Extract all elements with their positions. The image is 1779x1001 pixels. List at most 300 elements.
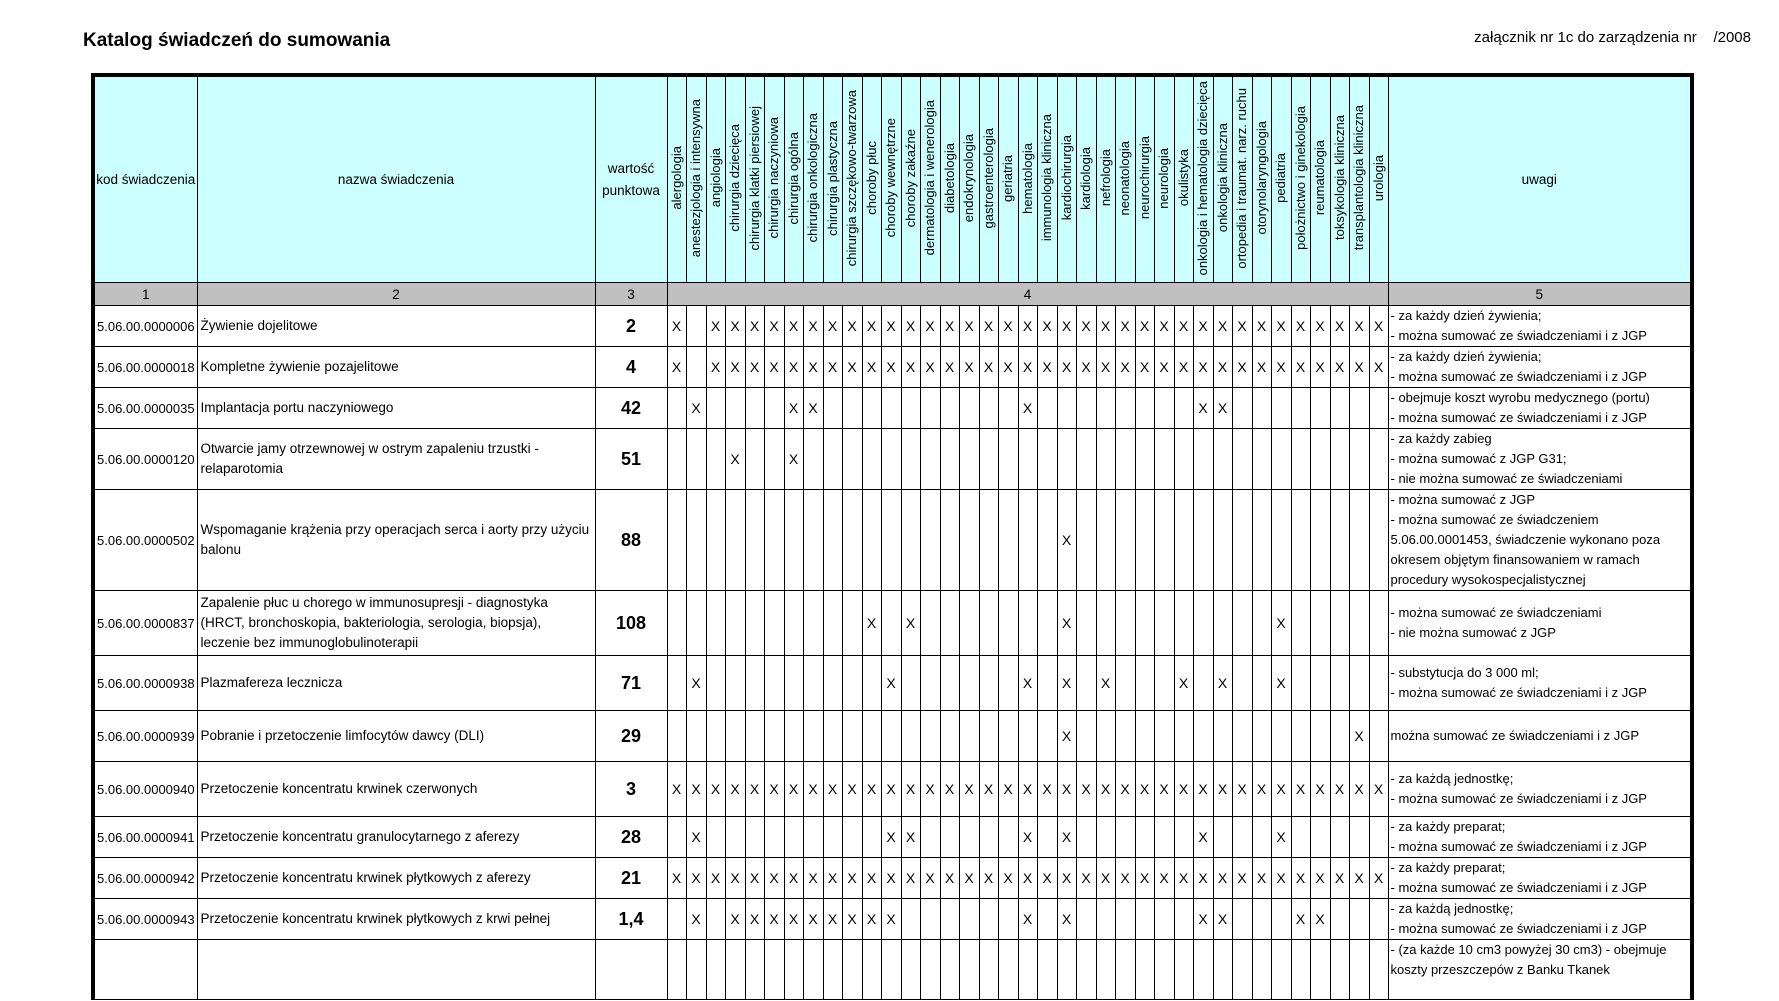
specialty-mark <box>979 591 998 656</box>
specialty-mark <box>940 591 959 656</box>
specialty-mark: X <box>764 858 784 899</box>
table-row <box>93 347 1692 388</box>
specialty-mark: X <box>998 347 1018 388</box>
specialty-mark: X <box>1349 762 1369 817</box>
column-number-row <box>93 283 1692 306</box>
specialty-label: chirurgia ogólna <box>785 131 801 225</box>
specialty-mark <box>1310 940 1330 1000</box>
specialty-mark <box>1271 490 1291 591</box>
specialty-mark: X <box>1310 347 1330 388</box>
specialty-mark <box>1369 429 1388 490</box>
specialty-mark: X <box>1271 858 1291 899</box>
specialty-mark: X <box>784 858 803 899</box>
specialty-mark <box>706 711 725 762</box>
header-specialty <box>784 75 803 283</box>
column-number: 3 <box>595 283 667 306</box>
specialty-mark <box>901 490 920 591</box>
specialty-label: alergologia <box>668 146 684 210</box>
specialty-mark: X <box>803 899 823 940</box>
header-specialty <box>1232 75 1252 283</box>
specialty-mark <box>686 940 706 1000</box>
specialty-mark <box>764 429 784 490</box>
specialty-label: kardiologia <box>1078 146 1093 210</box>
specialty-mark <box>1135 711 1154 762</box>
header-specialty <box>725 75 745 283</box>
service-code: 5.06.00.0000943 <box>93 899 197 940</box>
specialty-mark <box>842 940 862 1000</box>
specialty-mark <box>803 490 823 591</box>
specialty-mark <box>1154 711 1174 762</box>
specialty-mark <box>862 490 881 591</box>
specialty-label: chirurgia naczyniowa <box>766 117 781 239</box>
specialty-mark <box>1037 591 1057 656</box>
specialty-mark: X <box>940 347 959 388</box>
specialty-mark <box>940 429 959 490</box>
specialty-mark <box>920 490 940 591</box>
header-specialty <box>1018 75 1037 283</box>
specialty-mark <box>1213 429 1232 490</box>
specialty-mark: X <box>1096 858 1115 899</box>
specialty-mark: X <box>1349 347 1369 388</box>
remarks-cell <box>1388 899 1692 940</box>
specialty-mark <box>1291 711 1310 762</box>
specialty-mark <box>1076 490 1096 591</box>
services-catalog-table <box>91 73 1694 1000</box>
remark-line: koszty przeszczepów z Banku Tkanek <box>1390 962 1610 977</box>
remarks-cell <box>1388 490 1692 591</box>
specialty-mark <box>1096 940 1115 1000</box>
remark-line: - za każdą jednostkę; <box>1390 771 1514 786</box>
specialty-mark <box>745 429 764 490</box>
remarks-cell <box>1388 858 1692 899</box>
specialty-mark <box>1193 940 1213 1000</box>
service-code <box>93 940 197 1000</box>
specialty-mark <box>1291 490 1310 591</box>
specialty-mark: X <box>1252 858 1271 899</box>
specialty-mark <box>940 817 959 858</box>
specialty-label: chirurgia dziecięca <box>727 124 742 232</box>
point-value: 29 <box>595 711 667 762</box>
specialty-mark <box>764 711 784 762</box>
specialty-mark <box>803 429 823 490</box>
specialty-mark: X <box>1057 656 1076 711</box>
specialty-mark: X <box>1018 817 1037 858</box>
point-value: 108 <box>595 591 667 656</box>
specialty-mark: X <box>1057 490 1076 591</box>
specialty-mark: X <box>901 817 920 858</box>
specialty-mark <box>823 817 842 858</box>
specialty-mark <box>706 591 725 656</box>
remarks-cell <box>1388 388 1692 429</box>
specialty-mark <box>881 490 901 591</box>
specialty-mark <box>1115 490 1135 591</box>
specialty-mark: X <box>667 858 686 899</box>
specialty-mark <box>979 429 998 490</box>
remark-line: - można sumować ze świadczeniami i z JGP <box>1390 328 1647 343</box>
specialty-mark <box>920 656 940 711</box>
specialty-mark <box>706 388 725 429</box>
specialty-mark: X <box>842 858 862 899</box>
specialty-mark: X <box>1018 388 1037 429</box>
header-specialty <box>1213 75 1232 283</box>
specialty-mark: X <box>764 899 784 940</box>
specialty-mark: X <box>784 762 803 817</box>
specialty-mark <box>1018 940 1037 1000</box>
specialty-mark: X <box>1057 591 1076 656</box>
service-name <box>197 940 595 1000</box>
specialty-mark: X <box>1330 306 1349 347</box>
specialty-mark <box>1076 711 1096 762</box>
specialty-mark <box>1369 817 1388 858</box>
service-name: Przetoczenie koncentratu krwinek płytkowych z krwi pełnej <box>197 899 595 940</box>
service-name: Wspomaganie krążenia przy operacjach serca i aorty przy użyciu balonu <box>197 490 595 591</box>
specialty-mark: X <box>842 762 862 817</box>
header-specialty <box>959 75 979 283</box>
specialty-mark <box>959 899 979 940</box>
header-specialty <box>920 75 940 283</box>
specialty-mark: X <box>920 347 940 388</box>
specialty-mark <box>1291 429 1310 490</box>
specialty-mark <box>1291 940 1310 1000</box>
specialty-mark: X <box>1154 347 1174 388</box>
specialty-mark <box>1154 591 1174 656</box>
service-code: 5.06.00.0000502 <box>93 490 197 591</box>
specialty-mark: X <box>686 817 706 858</box>
specialty-mark <box>1076 429 1096 490</box>
specialty-mark: X <box>725 762 745 817</box>
specialty-mark <box>823 656 842 711</box>
specialty-label: gastroenterologia <box>980 127 996 229</box>
specialty-mark <box>1330 490 1349 591</box>
specialty-mark: X <box>1271 347 1291 388</box>
specialty-mark <box>901 711 920 762</box>
specialty-mark <box>1037 899 1057 940</box>
specialty-mark <box>979 940 998 1000</box>
specialty-mark: X <box>1310 306 1330 347</box>
specialty-mark <box>1154 388 1174 429</box>
specialty-mark <box>1193 656 1213 711</box>
specialty-mark <box>745 490 764 591</box>
specialty-mark <box>764 490 784 591</box>
specialty-mark: X <box>764 762 784 817</box>
remark-line: - nie można sumować z JGP <box>1390 625 1556 640</box>
header-specialty <box>998 75 1018 283</box>
specialty-mark <box>842 591 862 656</box>
specialty-mark <box>1115 591 1135 656</box>
specialty-mark <box>1232 899 1252 940</box>
service-code: 5.06.00.0000837 <box>93 591 197 656</box>
specialty-mark <box>764 656 784 711</box>
specialty-mark <box>1252 940 1271 1000</box>
specialty-mark <box>1154 817 1174 858</box>
specialty-mark: X <box>686 762 706 817</box>
specialty-mark: X <box>901 858 920 899</box>
specialty-mark <box>1057 429 1076 490</box>
specialty-mark <box>1252 656 1271 711</box>
specialty-mark <box>842 817 862 858</box>
specialty-mark: X <box>1115 858 1135 899</box>
table-row <box>93 591 1692 656</box>
specialty-mark: X <box>1037 858 1057 899</box>
specialty-mark: X <box>1115 306 1135 347</box>
table-row <box>93 899 1692 940</box>
header-code: kod świadczenia <box>93 75 197 283</box>
specialty-mark <box>1135 490 1154 591</box>
specialty-mark <box>745 940 764 1000</box>
specialty-mark <box>1154 490 1174 591</box>
specialty-mark: X <box>998 858 1018 899</box>
specialty-mark: X <box>881 762 901 817</box>
specialty-mark <box>842 388 862 429</box>
remarks-cell <box>1388 940 1692 1000</box>
specialty-mark <box>842 490 862 591</box>
specialty-mark: X <box>901 306 920 347</box>
service-code: 5.06.00.0000940 <box>93 762 197 817</box>
specialty-mark <box>1135 591 1154 656</box>
specialty-mark <box>920 591 940 656</box>
specialty-mark <box>1232 817 1252 858</box>
specialty-mark: X <box>803 347 823 388</box>
specialty-mark: X <box>1291 899 1310 940</box>
specialty-mark: X <box>1174 858 1193 899</box>
specialty-mark: X <box>1213 388 1232 429</box>
specialty-mark <box>1076 388 1096 429</box>
header-specialty <box>1271 75 1291 283</box>
specialty-mark <box>686 711 706 762</box>
specialty-mark <box>706 656 725 711</box>
specialty-mark <box>823 711 842 762</box>
header-specialty <box>881 75 901 283</box>
remark-line: - obejmuje koszt wyrobu medycznego (portu) <box>1390 390 1650 405</box>
remark-line: - za każdą jednostkę; <box>1390 901 1514 916</box>
specialty-mark <box>1232 656 1252 711</box>
specialty-mark: X <box>706 858 725 899</box>
specialty-mark: X <box>1232 858 1252 899</box>
specialty-mark: X <box>1213 306 1232 347</box>
specialty-mark: X <box>1154 858 1174 899</box>
specialty-mark <box>1174 940 1193 1000</box>
specialty-mark <box>901 429 920 490</box>
specialty-mark: X <box>940 306 959 347</box>
specialty-mark <box>725 490 745 591</box>
point-value: 28 <box>595 817 667 858</box>
specialty-mark <box>725 817 745 858</box>
point-value: 88 <box>595 490 667 591</box>
header-specialty <box>1076 75 1096 283</box>
header-row <box>93 75 1692 283</box>
specialty-mark: X <box>1213 656 1232 711</box>
specialty-mark <box>725 656 745 711</box>
specialty-mark <box>1349 388 1369 429</box>
service-name: Kompletne żywienie pozajelitowe <box>197 347 595 388</box>
specialty-mark: X <box>823 762 842 817</box>
specialty-mark <box>1018 711 1037 762</box>
specialty-mark: X <box>686 899 706 940</box>
specialty-mark: X <box>1271 817 1291 858</box>
specialty-mark: X <box>686 656 706 711</box>
specialty-mark <box>959 940 979 1000</box>
specialty-mark: X <box>803 858 823 899</box>
header-specialty <box>901 75 920 283</box>
specialty-mark <box>1310 429 1330 490</box>
specialty-mark: X <box>1018 347 1037 388</box>
specialty-mark <box>1330 429 1349 490</box>
specialty-label: diabetologia <box>941 142 957 214</box>
specialty-mark: X <box>1271 306 1291 347</box>
specialty-mark <box>686 429 706 490</box>
specialty-mark: X <box>745 306 764 347</box>
specialty-mark <box>920 940 940 1000</box>
specialty-mark <box>1096 899 1115 940</box>
specialty-mark: X <box>862 591 881 656</box>
specialty-mark: X <box>1193 899 1213 940</box>
specialty-mark <box>823 591 842 656</box>
specialty-mark: X <box>1349 711 1369 762</box>
specialty-mark <box>1369 388 1388 429</box>
table-row <box>93 817 1692 858</box>
specialty-mark <box>862 656 881 711</box>
specialty-mark: X <box>881 347 901 388</box>
table-row <box>93 711 1692 762</box>
specialty-mark: X <box>920 306 940 347</box>
specialty-mark: X <box>862 762 881 817</box>
specialty-mark <box>1193 591 1213 656</box>
remark-line: - za każdy zabieg <box>1390 431 1492 446</box>
specialty-mark: X <box>842 899 862 940</box>
specialty-mark: X <box>1076 762 1096 817</box>
specialty-mark <box>725 388 745 429</box>
specialty-mark: X <box>1369 762 1388 817</box>
specialty-mark: X <box>686 388 706 429</box>
header-specialty <box>1330 75 1349 283</box>
specialty-mark <box>1154 656 1174 711</box>
specialty-mark: X <box>1330 762 1349 817</box>
specialty-mark: X <box>667 347 686 388</box>
specialty-mark <box>1174 899 1193 940</box>
table-row <box>93 388 1692 429</box>
specialty-mark: X <box>1096 656 1115 711</box>
specialty-mark: X <box>725 899 745 940</box>
specialty-mark <box>1115 940 1135 1000</box>
specialty-mark <box>1252 490 1271 591</box>
specialty-mark: X <box>1291 347 1310 388</box>
specialty-mark <box>1037 940 1057 1000</box>
specialty-label: chirurgia klatki piersiowej <box>746 105 762 251</box>
specialty-mark <box>686 347 706 388</box>
specialty-mark <box>1115 656 1135 711</box>
header-specialty <box>1135 75 1154 283</box>
specialty-label: onkologia i hematologia dziecięca <box>1195 80 1210 276</box>
specialty-mark <box>1174 711 1193 762</box>
remark-line: - można sumować z JGP <box>1390 492 1535 507</box>
specialty-mark <box>1310 817 1330 858</box>
specialty-mark: X <box>1291 858 1310 899</box>
specialty-mark <box>1174 490 1193 591</box>
specialty-mark <box>1018 429 1037 490</box>
specialty-mark <box>1271 940 1291 1000</box>
specialty-mark: X <box>1174 347 1193 388</box>
specialty-mark <box>920 817 940 858</box>
specialty-mark <box>667 429 686 490</box>
specialty-mark: X <box>1193 388 1213 429</box>
header-remarks: uwagi <box>1388 75 1692 283</box>
specialty-mark <box>667 940 686 1000</box>
point-value: 3 <box>595 762 667 817</box>
specialty-mark: X <box>1213 858 1232 899</box>
specialty-mark <box>706 429 725 490</box>
specialty-mark: X <box>1193 762 1213 817</box>
specialty-mark <box>940 711 959 762</box>
header-specialty <box>1115 75 1135 283</box>
specialty-mark <box>881 429 901 490</box>
service-code: 5.06.00.0000018 <box>93 347 197 388</box>
column-number: 4 <box>667 283 1388 306</box>
specialty-mark: X <box>1369 858 1388 899</box>
specialty-mark <box>1135 656 1154 711</box>
service-code: 5.06.00.0000035 <box>93 388 197 429</box>
specialty-mark: X <box>1018 899 1037 940</box>
specialty-mark: X <box>1310 858 1330 899</box>
specialty-mark <box>998 388 1018 429</box>
specialty-label: ortopedia i traumat. narz. ruchu <box>1234 87 1249 269</box>
column-number: 2 <box>197 283 595 306</box>
table-row <box>93 858 1692 899</box>
specialty-mark <box>1271 429 1291 490</box>
specialty-mark <box>959 656 979 711</box>
specialty-mark <box>1252 429 1271 490</box>
specialty-mark <box>1154 940 1174 1000</box>
specialty-mark: X <box>1232 306 1252 347</box>
remarks-cell <box>1388 762 1692 817</box>
specialty-mark: X <box>1018 656 1037 711</box>
specialty-mark: X <box>1057 711 1076 762</box>
header-specialty <box>1369 75 1388 283</box>
header-specialty <box>1154 75 1174 283</box>
specialty-mark: X <box>686 858 706 899</box>
remark-line: - za każdy dzień żywienia; <box>1390 308 1542 323</box>
point-value: 2 <box>595 306 667 347</box>
specialty-mark: X <box>1291 762 1310 817</box>
specialty-mark <box>764 817 784 858</box>
specialty-label: reumatologia <box>1312 140 1327 216</box>
specialty-mark <box>1154 899 1174 940</box>
specialty-mark: X <box>1057 858 1076 899</box>
specialty-mark <box>1174 817 1193 858</box>
specialty-mark: X <box>862 347 881 388</box>
remark-line: - (za każde 10 cm3 powyżej 30 cm3) - obejmuje <box>1390 942 1667 957</box>
specialty-label: neonatologia <box>1117 140 1132 216</box>
specialty-mark: X <box>1037 306 1057 347</box>
service-name: Żywienie dojelitowe <box>197 306 595 347</box>
specialty-mark <box>803 940 823 1000</box>
specialty-mark <box>1096 711 1115 762</box>
annex-reference: załącznik nr 1c do zarządzenia nr /2008 <box>1474 29 1751 46</box>
specialty-mark <box>1037 429 1057 490</box>
specialty-mark <box>1135 388 1154 429</box>
table-row <box>93 940 1692 1000</box>
specialty-label: choroby zakaźne <box>902 128 918 228</box>
specialty-mark: X <box>784 388 803 429</box>
specialty-mark: X <box>1096 347 1115 388</box>
specialty-mark: X <box>1037 762 1057 817</box>
specialty-mark: X <box>764 306 784 347</box>
specialty-mark <box>881 591 901 656</box>
specialty-mark: X <box>1154 306 1174 347</box>
specialty-mark: X <box>1174 306 1193 347</box>
specialty-mark <box>1135 817 1154 858</box>
specialty-mark <box>1330 899 1349 940</box>
specialty-mark <box>979 388 998 429</box>
